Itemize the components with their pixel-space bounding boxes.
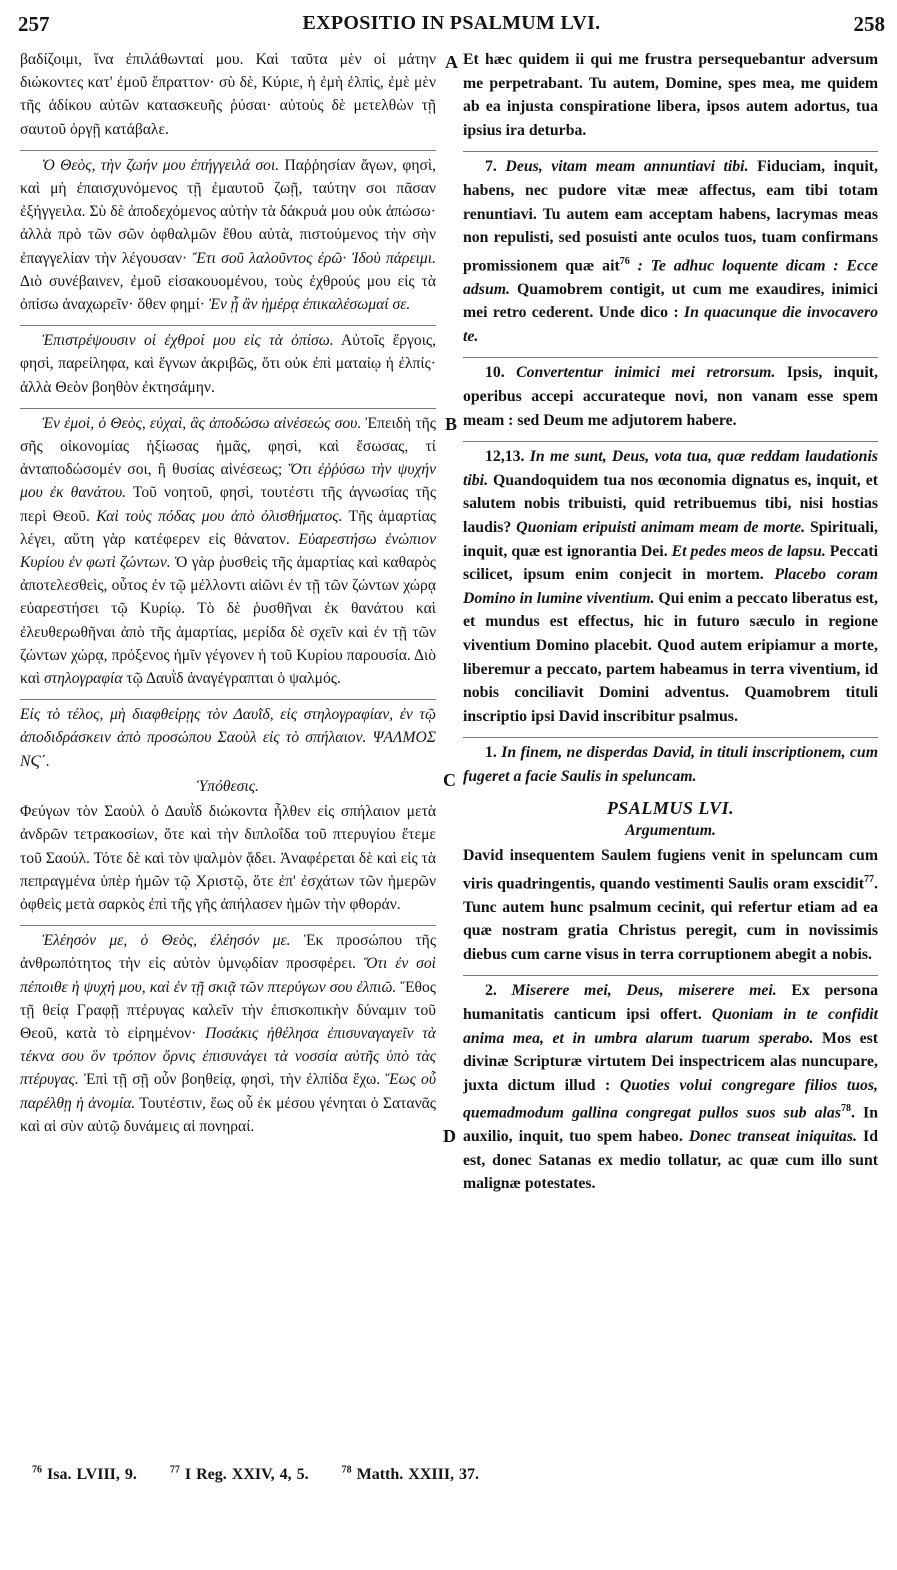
greek-quote: στηλογραφία	[40, 670, 123, 688]
page-number-right: 258	[853, 12, 885, 36]
footnote	[342, 1466, 493, 1483]
latin-text: Id est, donec Satanas ex medio tollatur, ac quæ cum illo sunt malignæ potestates.	[463, 1128, 878, 1193]
greek-text: Τοῦ νοητοῦ, φησὶ, τουτέστι τῆς ἀγνωσίας τῆς περὶ Θεοῦ.	[20, 484, 436, 525]
footnote-ref: Matth. XXIII, 37.	[356, 1466, 480, 1484]
greek-quote: Ὅτι ἐν σοὶ πέποιθε ἡ ψυχή μου, καὶ ἐν τῇ σκιᾷ τῶν πτερύγων σου ἐλπιῶ.	[20, 955, 436, 996]
greek-hypothesis-heading: Ὑπόθεσις.	[197, 777, 259, 795]
verse-number: 12,13.	[485, 448, 525, 466]
greek-text: Παῤῥησίαν ἄγων, φησὶ, καὶ μὴ ἐπαισχυνόμενος τῇ ἐμαυτοῦ ζωῇ, ταύτην σοι πᾶσαν ἐξήγγειλα. Σὺ δὲ ἀποδεχόμενος αὐτὴν τὰ δάκρυά μου οὐκ ἀπώσω· ἀλλὰ πρὸ τῶν σῶν ὀφθαλμῶν ἔθου αὐτὰ, πιστούμενος τὴν σὴν ἐπαγγελίαν τὴν λέγουσαν·	[20, 156, 436, 267]
greek-lemma: Ὁ Θεὸς, τὴν ζωήν μου ἐπήγγειλά σοι.	[42, 156, 280, 174]
greek-lemma: Ἐν ἐμοὶ, ὁ Θεὸς, εὐχαὶ, ἃς ἀποδώσω αἰνέσεώς σου.	[42, 414, 362, 432]
latin-text: Peccati scilicet, ipsum enim conjecit in mortem.	[463, 542, 878, 584]
latin-quote: : Te adhuc loquente dicam : Ecce adsum.	[463, 257, 878, 298]
greek-text: Αὐτοῖς ἔργοις, φησὶ, παρείληφα, καὶ ἔγνων ἀκριβῶς, ὅτι οὐκ ἐπὶ ματαίῳ ἡ ἐλπίς· ἀλλὰ Θεὸν βοηθὸν ἐκτησάμην.	[20, 332, 436, 396]
running-header	[18, 12, 885, 38]
argument-heading: Argumentum.	[625, 822, 716, 840]
greek-paragraph	[20, 408, 436, 690]
footnote-marker: 76	[619, 255, 630, 267]
greek-quote: Ἕως οὗ παρέλθῃ ἡ ἀνομία.	[20, 1071, 436, 1112]
latin-lemma: Miserere mei, Deus, miserere mei.	[496, 982, 777, 1000]
latin-column	[463, 48, 878, 1448]
greek-text: Διὸ συνέβαινεν, ἐμοῦ εἰσακουομένου, τοὺς ἐχθρούς μου εἰς τὰ ὀπίσω ἀναχωρεῖν· ὅθεν φημί·	[20, 272, 436, 314]
latin-paragraph	[463, 48, 878, 142]
greek-text: Ἔθος τῇ θείᾳ Γραφῇ πτέρυγας καλεῖν τὴν ἐπισκοπικὴν δύναμιν τοῦ Θεοῦ, κατὰ τὸ εἰρημένον·	[20, 978, 436, 1042]
greek-text: Ὁ γὰρ ῥυσθεὶς τῆς ἁμαρτίας καὶ καθαρὸς ἀποτελεσθεὶς, οὗτος ἐν τῷ μέλλοντι αἰῶνι ἐν τῇ τῶν ζώντων χώρᾳ εὐαρεστήσει τῷ Κυρίῳ. Τὸ δὲ ῥυσθῆναι ἐκ θανάτου καὶ ἐλευθερωθῆναι ἀπὸ τῆς ἁμαρτίας, μερίδα δὲ σχεῖν καὶ ἐν τῇ τῶν ζώντων χώρᾳ, πρόξενος ἡμῖν γέγονεν ἡ τοῦ Κυρίου παρουσία. Διὸ καὶ	[20, 554, 436, 688]
latin-paragraph	[463, 441, 878, 728]
running-title: EXPOSITIO IN PSALMUM LVI.	[302, 12, 601, 34]
footnote	[32, 1466, 151, 1483]
footnote-marker: 78	[840, 1103, 851, 1115]
footnote-ref: Isa. LVIII, 9.	[47, 1466, 137, 1484]
latin-lemma: In me sunt, Deus, vota tua, quæ reddam laudationis tibi.	[463, 448, 878, 489]
margin-letter-c: C	[443, 770, 456, 790]
greek-column	[20, 48, 436, 1448]
latin-text: Ex persona humanitatis canticum ipsi offert.	[463, 982, 878, 1023]
latin-quote: Quoniam eripuisti animam meam de morte.	[511, 518, 806, 536]
latin-quote: Quoniam in te confidit anima mea, et in umbra alarum tuarum sperabo.	[463, 1005, 878, 1047]
greek-text: Ἐκ προσώπου τῆς ἀνθρωπότητος τὴν εἰς αὐτὸν ὑμνῳδίαν προσφέρει.	[20, 932, 436, 973]
latin-text: Quandoquidem tua nos œconomia dignatus es, inquit, et salutem nobis tribuisti, quid retribuemus tibi, nisi hostias laudis?	[463, 471, 878, 536]
greek-paragraph	[20, 800, 436, 916]
footnote	[170, 1466, 323, 1483]
latin-paragraph	[463, 357, 878, 432]
footnote-marker: 77	[864, 873, 875, 885]
greek-quote: Ὅτι ἐῤῥύσω τὴν ψυχήν μου ἐκ θανάτου.	[20, 461, 436, 502]
margin-letter-a: A	[445, 52, 458, 72]
greek-paragraph	[20, 48, 436, 141]
latin-text: Quamobrem contigit, ut cum me exaudires, inimici mei retro cederent. Unde dico :	[463, 280, 878, 322]
greek-quote: Ἔτι σοῦ λαλοῦντος ἐρῶ· Ἰδοὺ πάρειμι.	[187, 249, 436, 267]
latin-paragraph	[463, 975, 878, 1196]
margin-letter-b: B	[445, 414, 458, 434]
verse-number: 10.	[485, 364, 505, 382]
greek-paragraph	[20, 150, 436, 316]
latin-lemma: Deus, vitam meam annuntiavi tibi.	[496, 158, 749, 176]
greek-text: τῷ Δαυῒδ ἀναγέγραπται ὁ ψαλμός.	[122, 670, 341, 688]
latin-lemma: Convertentur inimici mei retrorsum.	[504, 364, 776, 382]
greek-quote: Εὐαρεστήσω ἐνώπιον Κυρίου ἐν φωτὶ ζώντων.	[20, 530, 436, 572]
greek-text: Φεύγων τὸν Σαοὺλ ὁ Δαυῒδ διώκοντα ἦλθεν εἰς σπήλαιον μετὰ ἀνδρῶν τετρακοσίων, ὅτε καὶ τὴν διπλοΐδα τοῦ πτερυγίου ἔτεμε τοῦ Σαούλ. Τότε δὲ καὶ τὸν ψαλμὸν ᾄδει. Ἀναφέρεται δὲ καὶ εἰς τὰ πεπραγμένα ὑπὲρ ἡμῶν τῷ Χριστῷ, ὅτε ἐπ' ἐσχάτων τῶν ἡμερῶν ὀφθεὶς μετὰ σαρκὸς ἐπὶ τῆς γῆς ἀπήλασεν ἡμῶν τὴν φθοράν.	[20, 803, 436, 913]
greek-quote: Καὶ τοὺς πόδας μου ἀπὸ ὀλισθήματος.	[89, 507, 343, 525]
footnote-number: 78	[341, 1465, 352, 1476]
latin-text: . In auxilio, inquit, tuo spem habeo.	[463, 1104, 878, 1146]
page-number-left: 257	[18, 12, 50, 36]
greek-text: Ἐπὶ τῇ σῇ οὖν βοηθείᾳ, φησὶ, τὴν ἐλπίδα ἔχω.	[78, 1071, 381, 1089]
greek-paragraph	[20, 325, 436, 399]
footnote-number: 76	[32, 1465, 42, 1476]
latin-quote: Et pedes meos de lapsu.	[667, 542, 826, 560]
greek-title-text: Εἰς τὸ τέλος, μὴ διαφθείρῃς τὸν Δαυῒδ, εἰς στηλογραφίαν, ἐν τῷ ἀποδιδράσκειν ἀπὸ προσώπου Σαοὺλ εἰς τὸ σπήλαιον. ΨΑΛΜΟΣ ΝϚ΄.	[20, 706, 436, 770]
verse-number: 7.	[485, 158, 497, 176]
latin-text: Mos est divinæ Scripturæ virtutem Dei inspectricem alas nuncupare, juxta dictum illud :	[463, 1029, 878, 1094]
latin-text: . Tunc autem hunc psalmum cecinit, qui refertur etiam ad ea quæ nostram gratia Christus peregit, cum in novissimis diebus cum carne visus in terra corruptionem abegit a nobis.	[463, 874, 878, 963]
latin-text: Fiduciam, inquit, habens, nec pudore vitæ meæ affectus, eam tibi totam renuntiavi. Tu autem eam acceptam habens, lacrymas meas non repulisti, sed posuisti ante oculos tuos, tuam confirmans promissionem quæ ait	[463, 158, 878, 275]
latin-title-text: In finem, ne disperdas David, in tituli inscriptionem, cum fugeret a facie Saulis in speluncam.	[463, 744, 878, 785]
greek-paragraph	[20, 925, 436, 1138]
greek-lemma: Ἐλέησόν με, ὁ Θεὸς, ἐλέησόν με.	[42, 932, 291, 950]
latin-text: Et hæc quidem ii qui me frustra persequebantur adversum me perpetrabant. Tu autem, Domine, spes mea, me quidem ab ea injusta conspiratione libera, ipsos autem adortus, tua ipsius ira deturba.	[463, 51, 878, 139]
latin-paragraph	[463, 151, 878, 348]
latin-psalm-title	[463, 737, 878, 788]
latin-quote: Donec transeat iniquitas.	[682, 1128, 857, 1146]
footnote-number: 77	[169, 1465, 180, 1476]
greek-text: Τῆς ἁμαρτίας λέγει, αὕτη γὰρ κατέφερεν εἰς θάνατον.	[20, 507, 436, 548]
footnote-ref: I Reg. XXIV, 4, 5.	[184, 1466, 309, 1484]
verse-number: 1.	[485, 744, 497, 762]
margin-letter-d: D	[443, 1126, 456, 1146]
greek-text: Τουτέστιν, ἕως οὗ ἐκ μέσου γένηται ὁ Σατανᾶς καὶ αἱ σὺν αὐτῷ δυνάμεις αἱ πονηραί.	[20, 1094, 436, 1135]
latin-quote: Placebo coram Domino in lumine viventium.	[463, 566, 878, 607]
latin-text: Qui enim a peccato liberatus est, et mundus est effectus, hic in futuro sæculo in regione viventium Domino placebit. Quod autem eripiamur a morte, liberemur a peccato, partem habeamus in terra viventium, id nobis conciliavit Domini adventus. Quamobrem tituli inscriptio ipsi David inscribitur psalmus.	[463, 589, 878, 725]
psalm-heading: PSALMUS LVI.	[606, 798, 735, 819]
latin-paragraph	[463, 844, 878, 966]
greek-text: βαδίζοιμι, ἵνα ἐπιλάθωνταί μου. Καὶ ταῦτα μὲν οἱ μάτην διώκοντες κατ' ἐμοῦ ἔπραττον· σὺ δὲ, Κύριε, ἡ ἐμὴ ἐλπὶς, ἐμὲ μὲν τῆς ἀδίκου αὐτῶν κατασκευῆς ῥύσαι· αὐτοὺς δὲ μετελθὼν τῇ σαυτοῦ ὀργῇ κατάβαλε.	[20, 51, 436, 138]
latin-text: Spirituali, inquit, quæ est ignorantia Dei.	[463, 518, 878, 560]
greek-quote: Ποσάκις ἠθέλησα ἐπισυναγαγεῖν τὰ τέκνα σου ὃν τρόπον ὄρνις ἐπισυνάγει τὰ νοσσία αὐτῆς ὑπὸ τὰς πτέρυγας.	[20, 1024, 436, 1089]
latin-quote: In quacunque die invocavero te.	[463, 304, 878, 345]
greek-quote: Ἐν ᾗ ἂν ἡμέρᾳ ἐπικαλέσωμαί σε.	[205, 296, 411, 314]
greek-text: Ἐπειδὴ τῆς σῆς οἰκονομίας ἠξίωσας ἡμᾶς, φησὶ, καὶ ἔσωσας, τί ἀνταποδώσομέν σοι, ἢ θυσίας αἰνέσεως;	[20, 414, 436, 479]
latin-text: David insequentem Saulem fugiens venit in speluncam cum viris quadringentis, quando vestimenti Saulis oram exscidit	[463, 847, 878, 892]
greek-lemma: Ἐπιστρέψουσιν οἱ ἐχθροί μου εἰς τὰ ὀπίσω.	[42, 332, 334, 350]
footnotes	[32, 1465, 507, 1484]
verse-number: 2.	[485, 982, 497, 1000]
latin-quote: Quoties volui congregare filios tuos, quemadmodum gallina congregat pullos suos sub alas	[463, 1076, 878, 1122]
latin-text: Ipsis, inquit, operibus accepi accurateque novi, non vanam esse spem meam : sed Deum me adjutorem habere.	[463, 364, 878, 429]
greek-psalm-title	[20, 699, 436, 773]
